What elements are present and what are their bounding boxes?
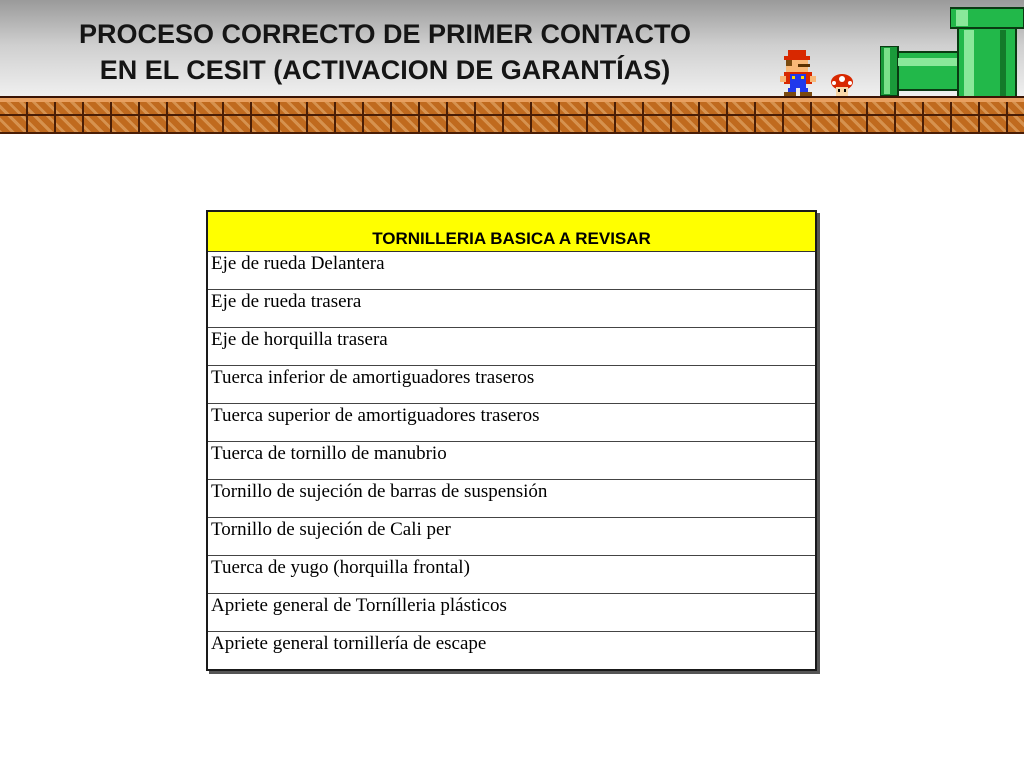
table-row	[207, 480, 816, 518]
table-cell: Eje de rueda trasera	[207, 290, 816, 328]
table-row	[207, 632, 816, 671]
table-cell: Tuerca superior de amortiguadores traseros	[207, 404, 816, 442]
table-cell: Eje de horquilla trasera	[207, 328, 816, 366]
bolts-checklist-table	[206, 210, 817, 671]
table-row	[207, 556, 816, 594]
table-cell: Apriete general tornillería de escape	[207, 632, 816, 671]
mario-icon	[778, 50, 818, 98]
mario-scene	[770, 0, 1024, 100]
table-row	[207, 404, 816, 442]
table-row	[207, 518, 816, 556]
title-line-1: PROCESO CORRECTO DE PRIMER CONTACTO	[78, 19, 692, 49]
table-cell: Tuerca inferior de amortiguadores traseros	[207, 366, 816, 404]
table-header: TORNILLERIA BASICA A REVISAR	[207, 211, 816, 252]
table-row	[207, 366, 816, 404]
brick-ground	[0, 96, 1024, 134]
table-cell: Apriete general de Tornílleria plásticos	[207, 594, 816, 632]
table-row	[207, 252, 816, 290]
table-row	[207, 594, 816, 632]
green-pipe-icon	[880, 46, 960, 96]
table-cell: Tuerca de yugo (horquilla frontal)	[207, 556, 816, 594]
table-cell: Tornillo de sujeción de barras de suspensión	[207, 480, 816, 518]
title-line-2: EN EL CESIT (ACTIVACION DE GARANTÍAS)	[99, 55, 671, 85]
table-row	[207, 328, 816, 366]
mushroom-icon	[830, 74, 854, 96]
table-cell: Tuerca de tornillo de manubrio	[207, 442, 816, 480]
slide-title	[40, 16, 730, 88]
table-row	[207, 442, 816, 480]
table-cell: Tornillo de sujeción de Cali per	[207, 518, 816, 556]
green-pipe-tall-icon	[950, 2, 1024, 100]
table-cell: Eje de rueda Delantera	[207, 252, 816, 290]
table-header-row	[207, 211, 816, 252]
table-row	[207, 290, 816, 328]
